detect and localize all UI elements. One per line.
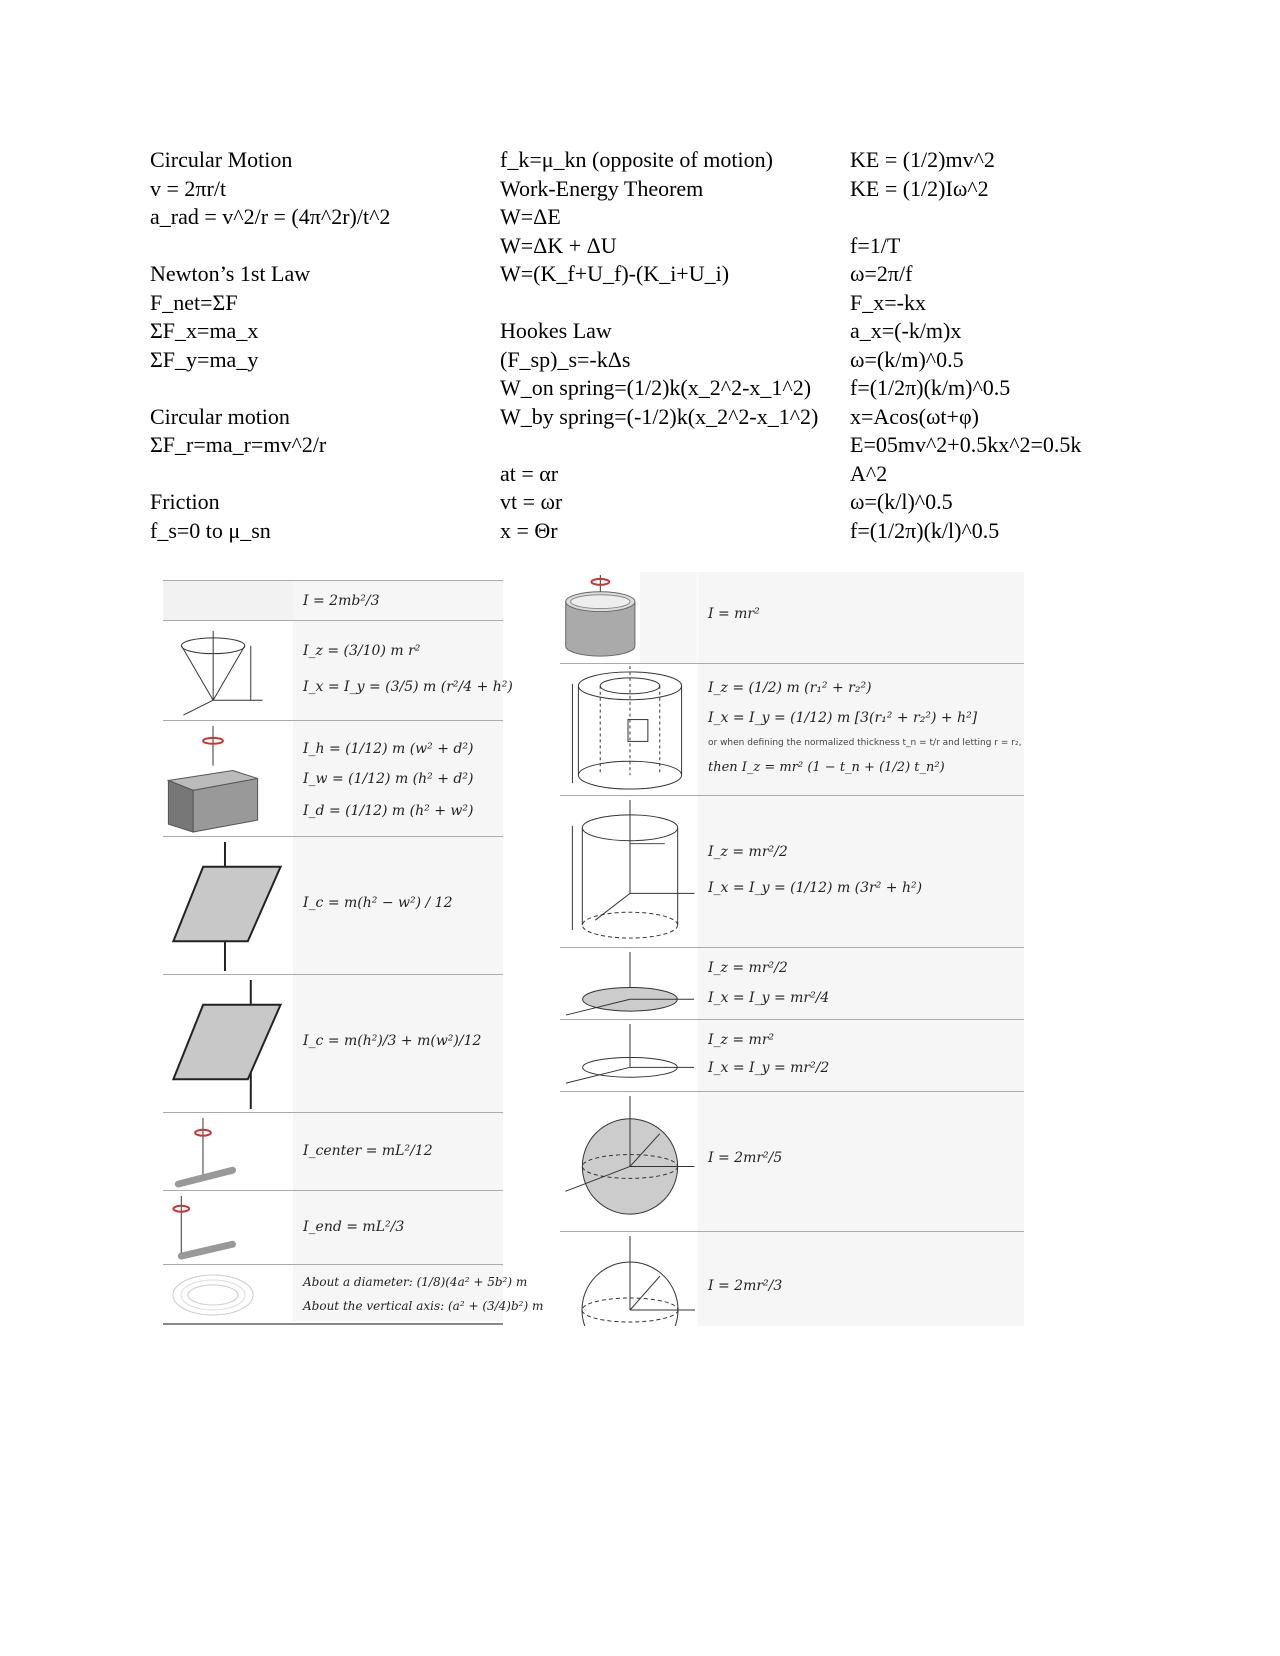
notes-column-1: [150, 146, 390, 545]
table-row: [560, 796, 1024, 948]
formula-work-expanded: W=(K_f+U_f)-(K_i+U_i): [500, 261, 730, 286]
formula-line: I = 2mr²/5: [708, 1150, 783, 1166]
table-row: [560, 664, 1024, 796]
table-row: [560, 1232, 1024, 1326]
blank-line: [500, 431, 818, 460]
formula-note: or when defining the normalized thickness t_n = t/r and letting r = r₂,: [708, 738, 1022, 748]
plane-edge-axis-icon: [163, 975, 283, 1112]
table-row: [560, 1020, 1024, 1092]
moment-of-inertia-table-left: [163, 580, 544, 1325]
solid-disk-icon: [560, 948, 698, 1019]
table-row: [163, 975, 503, 1113]
formula-line: I_h = (1/12) m (w² + d²): [303, 741, 474, 757]
formula-position-shm: x=Acos(ωt+φ): [850, 403, 979, 429]
formula-radial-acceleration: a_rad = v^2/r = (4π^2r)/t^2: [150, 204, 391, 229]
heading-work-energy-theorem: Work-Energy Theorem: [500, 175, 704, 201]
heading-hookes-law: Hookes Law: [500, 318, 612, 343]
blank-line: [500, 289, 818, 318]
formula-work-by-spring: W_by spring=(-1/2)k(x_2^2-x_1^2): [500, 403, 819, 429]
thin-hoop-icon: [560, 572, 698, 663]
rod-end-icon: [163, 1191, 238, 1264]
formula-line: then I_z = mr² (1 − t_n + (1/2) t_n²): [708, 760, 945, 775]
table-row: [560, 572, 1024, 664]
formula-kinetic-energy: KE = (1/2)mv^2: [850, 147, 995, 172]
table-row: [163, 1191, 503, 1265]
formula-line: I = 2mb²/3: [303, 593, 380, 609]
thin-ring-icon: [560, 1020, 698, 1091]
thick-tube-icon: [560, 664, 698, 795]
heading-circular-motion-2: Circular motion: [150, 403, 290, 429]
formula-velocity: v = 2πr/t: [150, 175, 227, 201]
heading-newtons-first-law: Newton’s 1st Law: [150, 261, 311, 286]
formula-line: I = mr²: [708, 606, 760, 622]
formula-work-delta: W=ΔK + ΔU: [500, 232, 617, 258]
cone-icon: [163, 621, 293, 720]
formula-work-on-spring: W_on spring=(1/2)k(x_2^2-x_1^2): [500, 375, 812, 400]
moment-of-inertia-table-right: [560, 572, 1024, 1326]
formula-shm-acceleration: a_x=(-k/m)x: [850, 318, 962, 343]
heading-friction: Friction: [150, 489, 220, 514]
plane-center-axis-icon: [163, 837, 283, 974]
formula-energy-shm: E=05mv^2+0.5kx^2=0.5k: [850, 432, 1082, 457]
torus-icon: [163, 1265, 263, 1321]
rod-center-icon: [163, 1113, 238, 1190]
formula-line: About a diameter: (1/8)(4a² + 5b²) m: [303, 1275, 528, 1289]
formula-line: I_x = I_y = (3/5) m (r²/4 + h²): [303, 679, 513, 695]
table-row: [163, 837, 503, 975]
formula-line: I = 2mr²/3: [708, 1278, 783, 1294]
formula-line: I_z = (3/10) m r²: [303, 643, 421, 659]
formula-radial-force: ΣF_r=ma_r=mv^2/r: [150, 432, 327, 457]
cone-base-icon: [163, 581, 293, 620]
notes-column-3: [850, 146, 1081, 545]
formula-frequency-l: f=(1/2π)(k/l)^0.5: [850, 517, 1000, 543]
formula-kinetic-friction: f_k=μ_kn (opposite of motion): [500, 147, 773, 172]
formula-energy-shm-cont: A^2: [850, 460, 888, 486]
box-icon: [163, 721, 263, 836]
table-row: [163, 1113, 503, 1191]
solid-sphere-icon: [560, 1092, 698, 1231]
formula-line: I_x = I_y = (1/12) m (3r² + h²): [708, 880, 923, 896]
formula-force-x: ΣF_x=ma_x: [150, 318, 259, 343]
formula-line: I_x = I_y = (1/12) m [3(r₁² + r₂²) + h²]: [708, 710, 978, 726]
formula-line: I_z = mr²: [708, 1032, 775, 1048]
formula-line: I_center = mL²/12: [303, 1143, 433, 1159]
blank-line: [150, 374, 390, 403]
formula-line: I_d = (1/12) m (h² + w²): [303, 803, 474, 819]
formula-force-y: ΣF_y=ma_y: [150, 346, 259, 372]
blank-line: [850, 203, 1081, 232]
formula-angular-frequency: ω=2π/f: [850, 261, 913, 286]
formula-tangential-velocity: vt = ωr: [500, 489, 563, 514]
formula-line: About the vertical axis: (a² + (3/4)b²) m: [303, 1299, 544, 1313]
formula-arc-length: x = Θr: [500, 517, 558, 543]
formula-line: I_c = m(h²)/3 + m(w²)/12: [303, 1033, 482, 1049]
heading-circular-motion: Circular Motion: [150, 147, 293, 172]
notes-column-2: [500, 146, 818, 545]
formula-static-friction: f_s=0 to μ_sn: [150, 517, 271, 543]
formula-omega-spring: ω=(k/m)^0.5: [850, 346, 964, 372]
table-row: [163, 621, 513, 721]
formula-spring-force: (F_sp)_s=-kΔs: [500, 346, 631, 372]
formula-rotational-ke: KE = (1/2)Iω^2: [850, 175, 989, 201]
formula-line: I_z = mr²/2: [708, 844, 788, 860]
blank-line: [150, 232, 390, 261]
table-row: [163, 581, 503, 621]
formula-line: I_end = mL²/3: [303, 1219, 405, 1235]
formula-frequency: f=1/T: [850, 232, 901, 258]
formula-work-energy: W=ΔE: [500, 204, 561, 229]
formula-omega-l: ω=(k/l)^0.5: [850, 489, 953, 514]
solid-cylinder-icon: [560, 796, 698, 947]
formula-tangential-acceleration: at = αr: [500, 460, 559, 486]
formula-net-force: F_net=ΣF: [150, 289, 238, 315]
formula-frequency-spring: f=(1/2π)(k/m)^0.5: [850, 375, 1011, 400]
table-row: [560, 1092, 1024, 1232]
blank-line: [150, 460, 390, 489]
table-row: [163, 721, 503, 837]
formula-line: I_x = I_y = mr²/2: [708, 1060, 830, 1076]
formula-line: I_c = m(h² − w²) / 12: [303, 895, 453, 911]
formula-line: I_x = I_y = mr²/4: [708, 990, 830, 1006]
formula-line: I_w = (1/12) m (h² + d²): [303, 771, 474, 787]
hollow-sphere-icon: [560, 1232, 698, 1326]
formula-restoring-force: F_x=-kx: [850, 289, 926, 315]
table-row: [560, 948, 1024, 1020]
formula-line: I_z = mr²/2: [708, 960, 788, 976]
formula-line: I_z = (1/2) m (r₁² + r₂²): [708, 680, 872, 696]
table-row: [163, 1265, 544, 1321]
